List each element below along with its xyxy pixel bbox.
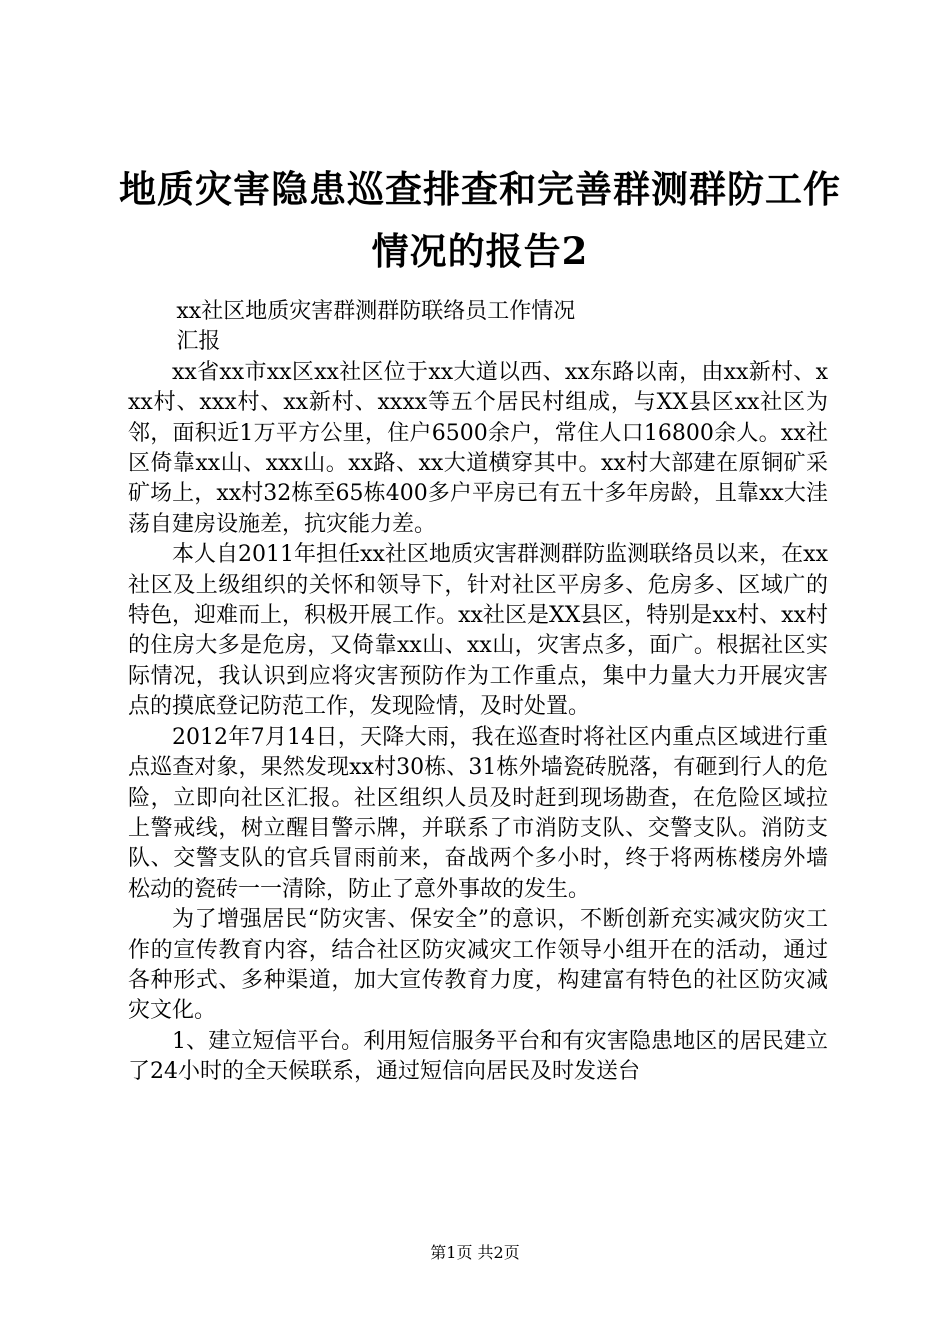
document-title: 地质灾害隐患巡查排查和完善群测群防工作情况的报告2 <box>119 167 841 273</box>
subtitle-line-2: 汇报 <box>176 329 221 355</box>
paragraph-3: 2012年7月14日，天降大雨，我在巡查时将社区内重点区域进行重点巡查对象，果然发现xx村30栋、31栋外墙瓷砖脱落，有砸到行人的危险，立即向社区汇报。社区组织人员及时赶到现场勘查，在危险区域拉上警戒线，树立醒目警示牌，并联系了市消防支队、交警支队。消防支队、交警支队的官兵冒雨前来，奋战两个多小时，终于将两栋楼房外墙松动的瓷砖一一清除，防止了意外事故的发生。 <box>128 724 828 902</box>
subtitle-line-1: xx社区地质灾害群测群防联络员工作情况 <box>176 299 576 324</box>
page-footer: 第1页 共2页 <box>430 1243 520 1262</box>
paragraph-2: 本人自2011年担任xx社区地质灾害群测群防监测联络员以来，在xx社区及上级组织的关怀和领导下，针对社区平房多、危房多、区域广的特色，迎难而上，积极开展工作。xx社区是XX县区，特别是xx村、xx村的住房大多是危房，又倚靠xx山、xx山，灾害点多，面广。根据社区实际情况，我认识到应将灾害预防作为工作重点，集中力量大力开展灾害点的摸底登记防范工作，发现险情，及时处置。 <box>128 542 828 720</box>
paragraph-5: 1、建立短信平台。利用短信服务平台和有灾害隐患地区的居民建立了24小时的全天候联系，通过短信向居民及时发送台 <box>128 1028 828 1085</box>
paragraph-1: xx省xx市xx区xx社区位于xx大道以西、xx东路以南，由xx新村、xxx村、xxx村、xx新村、xxxx等五个居民村组成，与XX县区xx社区为邻，面积近1万平方公里，住户6500余户，常住人口16800余人。xx社区倚靠xx山、xxx山。xx路、xx大道横穿其中。xx村大部建在原铜矿采矿场上，xx村32栋至65栋400多户平房已有五十多年房龄，且靠xx大洼荡自建房设施差，抗灾能力差。 <box>128 359 828 537</box>
document-body <box>128 297 828 1088</box>
paragraph-4: 为了增强居民“防灾害、保安全”的意识，不断创新充实减灾防灾工作的宣传教育内容，结合社区防灾减灾工作领导小组开在的活动，通过各种形式、多种渠道，加大宣传教育力度，构建富有特色的社区防灾减灾文化。 <box>128 907 828 1024</box>
